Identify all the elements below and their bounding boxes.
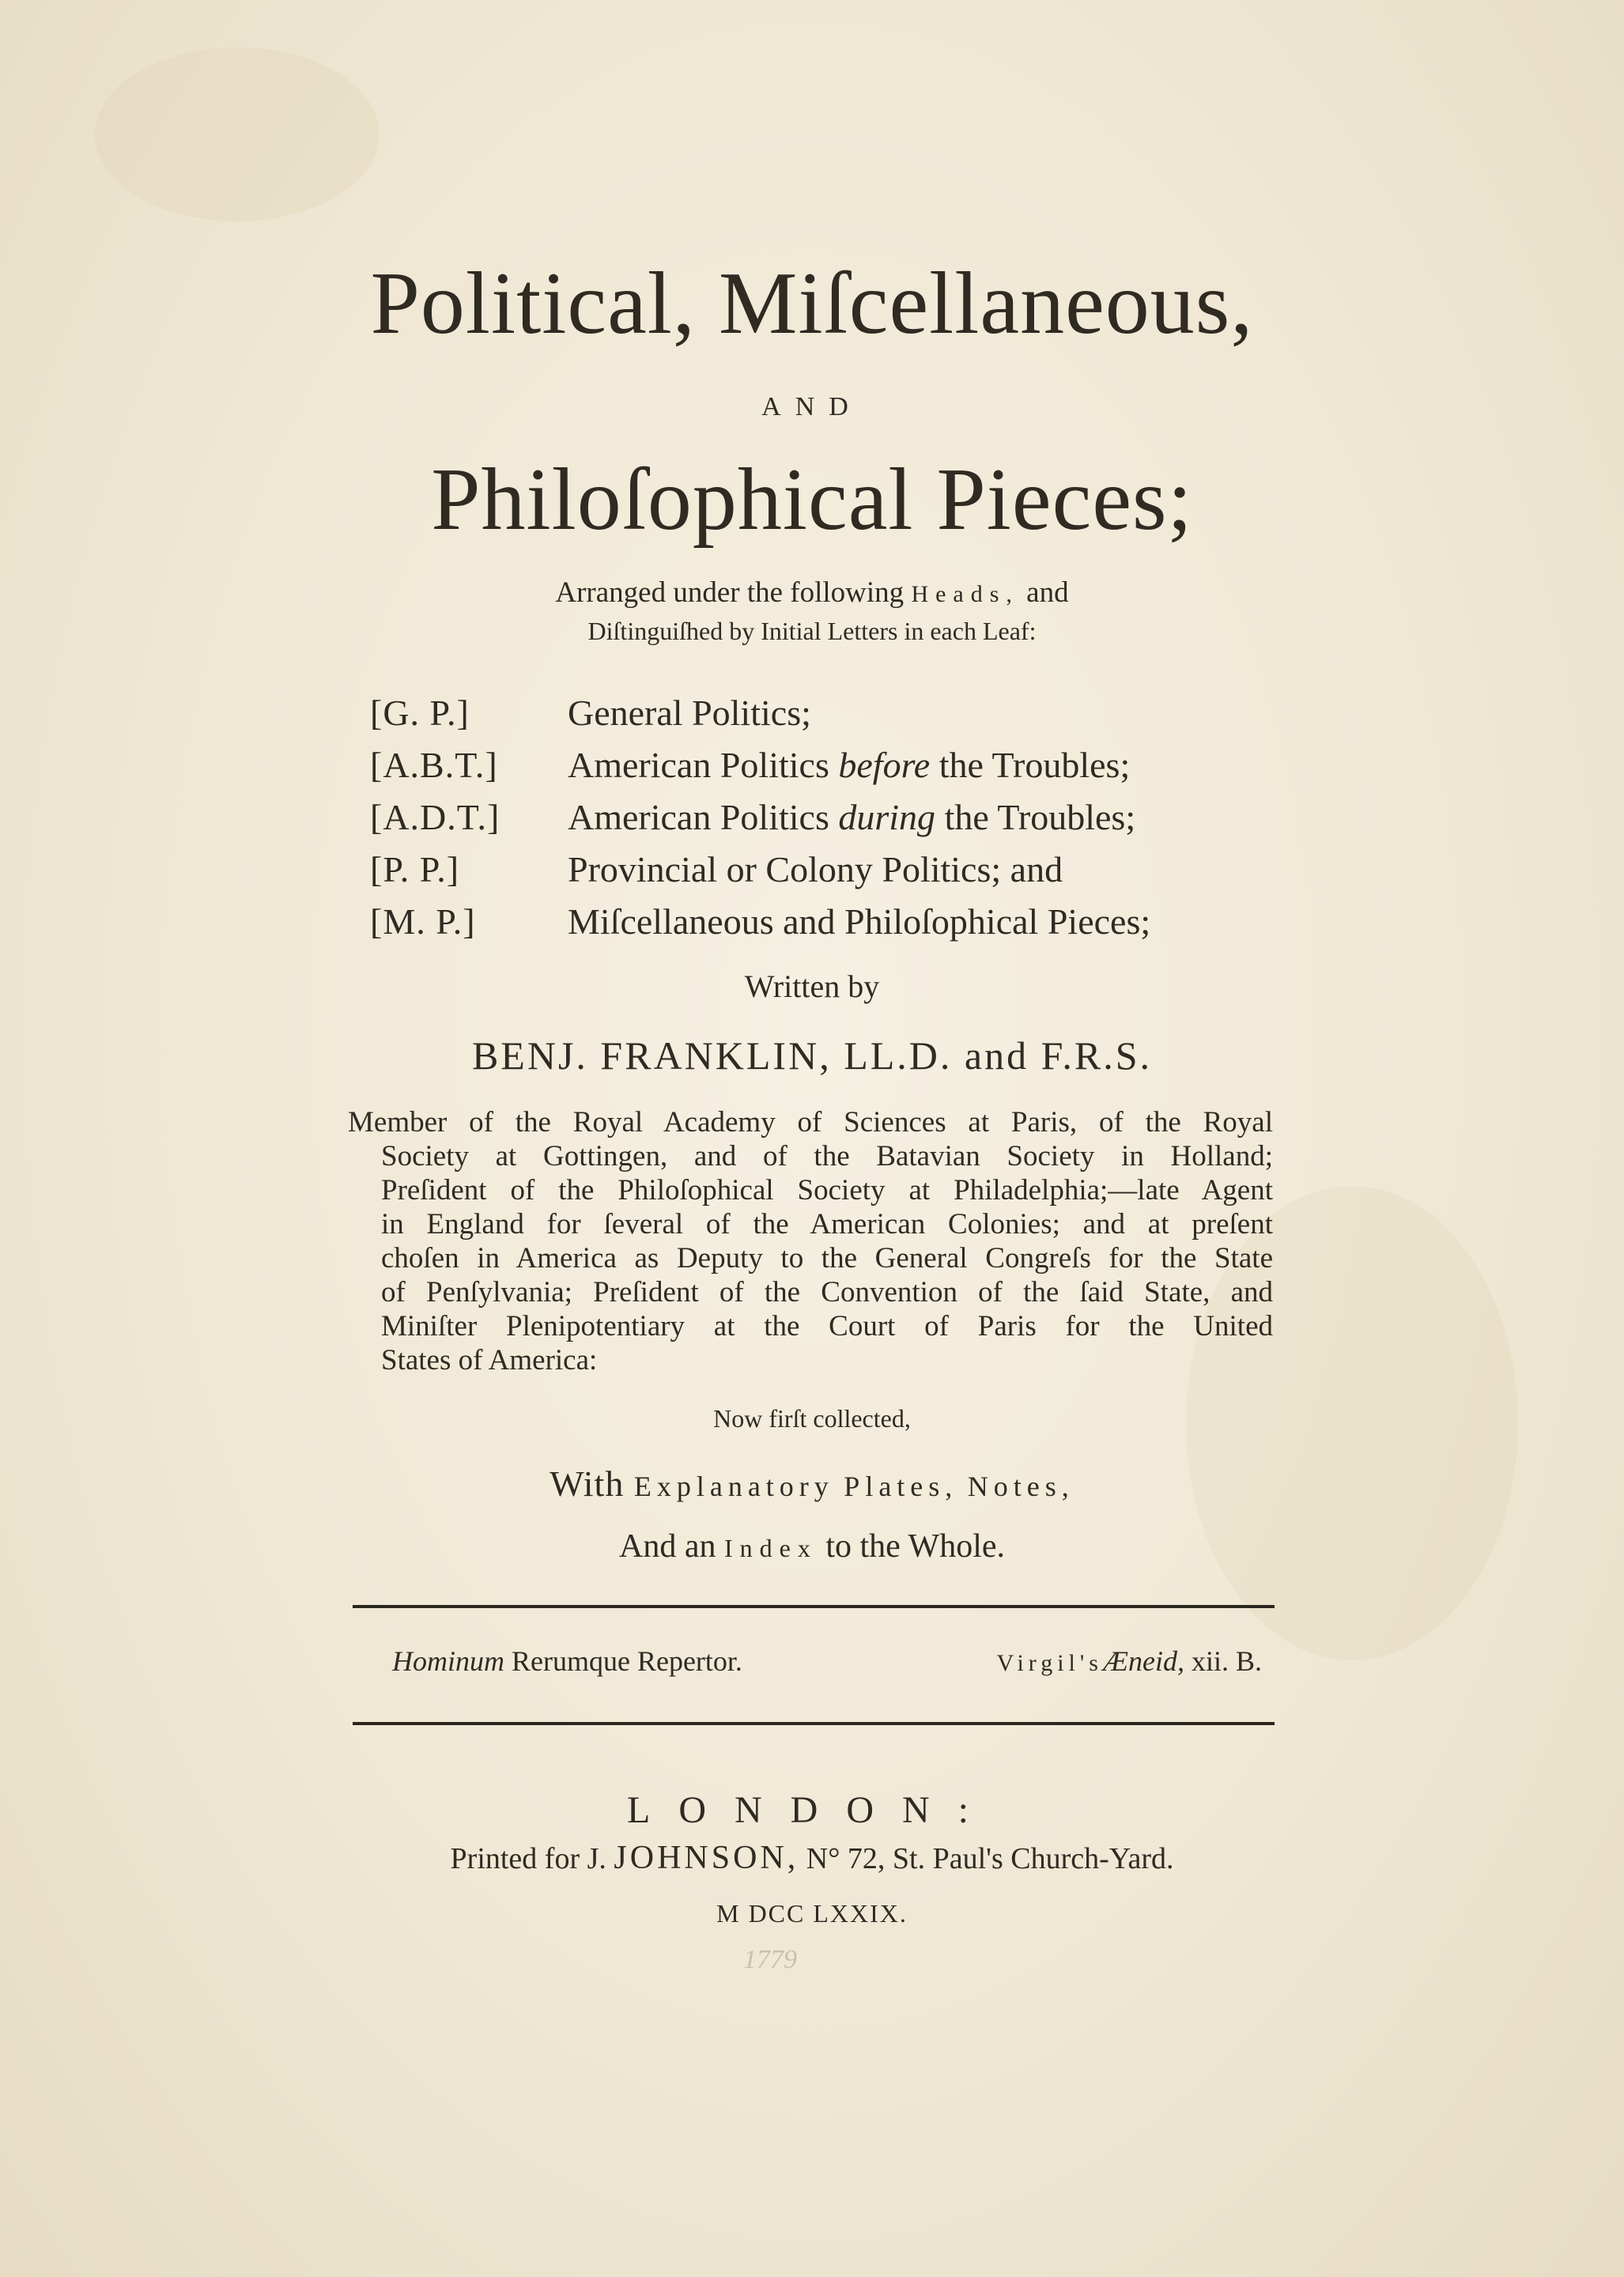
bio-line: Member of the Royal Academy of Sciences at Paris, of the Royal [348, 1106, 1273, 1138]
head-row [370, 895, 1319, 947]
head-code: [M. P.] [370, 901, 476, 942]
motto [392, 1644, 1262, 1678]
explanatory-line: With Explanatory Plates, Notes, [550, 1463, 1074, 1504]
head-text: American Politics before the Troubles; [568, 744, 1131, 785]
head-code: [G. P.] [370, 692, 470, 733]
imprint-city: LONDON: [627, 1789, 997, 1831]
rule-bottom [353, 1722, 1275, 1725]
bio-line: choſen in America as Deputy to the General Congreſs for the State [381, 1242, 1273, 1274]
heads-list [370, 686, 1319, 947]
author-name: BENJ. FRANKLIN, LL.D. and F.R.S. [471, 1033, 1153, 1078]
head-row [370, 791, 1319, 843]
head-text: Miſcellaneous and Philoſophical Pieces; [568, 901, 1151, 942]
paper-stain [95, 47, 380, 221]
head-code: [A.D.T.] [370, 796, 500, 837]
bio-line: States of America: [381, 1344, 598, 1376]
written-by: Written by [744, 969, 880, 1004]
head-text: General Politics; [568, 692, 811, 733]
motto-attribution: Virgil'sÆneid, xii. B. [996, 1645, 1262, 1677]
imprint-date: M DCC LXXIX. [716, 1899, 908, 1928]
bio-line: in England for ſeveral of the American Colonies; and at preſent [381, 1208, 1273, 1240]
head-code: [A.B.T.] [370, 744, 498, 785]
title-line-1: Political, Miſcellaneous, [370, 255, 1254, 353]
collected-line: Now firſt collected, [713, 1404, 911, 1433]
head-text: American Politics during the Troubles; [568, 796, 1136, 837]
head-code: [P. P.] [370, 848, 460, 889]
bio-line: Preſident of the Philoſophical Society at Philadelphia;—late Agent [381, 1174, 1273, 1206]
title-and: AND [761, 392, 863, 421]
head-row [370, 843, 1319, 895]
rule-top [353, 1605, 1275, 1608]
bio-line: Miniſter Plenipotentiary at the Court of Paris for the United [381, 1310, 1273, 1342]
pencil-note: 1779 [743, 1945, 797, 1974]
arranged-and: and [1026, 576, 1069, 609]
head-text: Provincial or Colony Politics; and [568, 848, 1063, 889]
heads-word: Heads, [911, 581, 1019, 607]
arranged-text: Arranged under the following [555, 576, 905, 609]
index-line: And an Index to the Whole. [618, 1528, 1006, 1565]
arranged-line-1 [0, 576, 1624, 610]
head-row [370, 686, 1319, 738]
head-row [370, 738, 1319, 791]
imprint-printer: Printed for J. JOHNSON, N° 72, St. Paul's Church-Yard. [450, 1840, 1174, 1876]
bio-line: Society at Gottingen, and of the Batavian Society in Holland; [381, 1140, 1273, 1172]
title-line-2: Philoſophical Pieces; [431, 451, 1193, 549]
arranged-line-2: Diſtinguiſhed by Initial Letters in each Leaf: [587, 617, 1037, 645]
author-biography [348, 1105, 1273, 1377]
motto-text: Hominum Rerumque Repertor. [392, 1645, 742, 1677]
bio-line: of Penſylvania; Preſident of the Convention of the ſaid State, and [381, 1276, 1273, 1308]
